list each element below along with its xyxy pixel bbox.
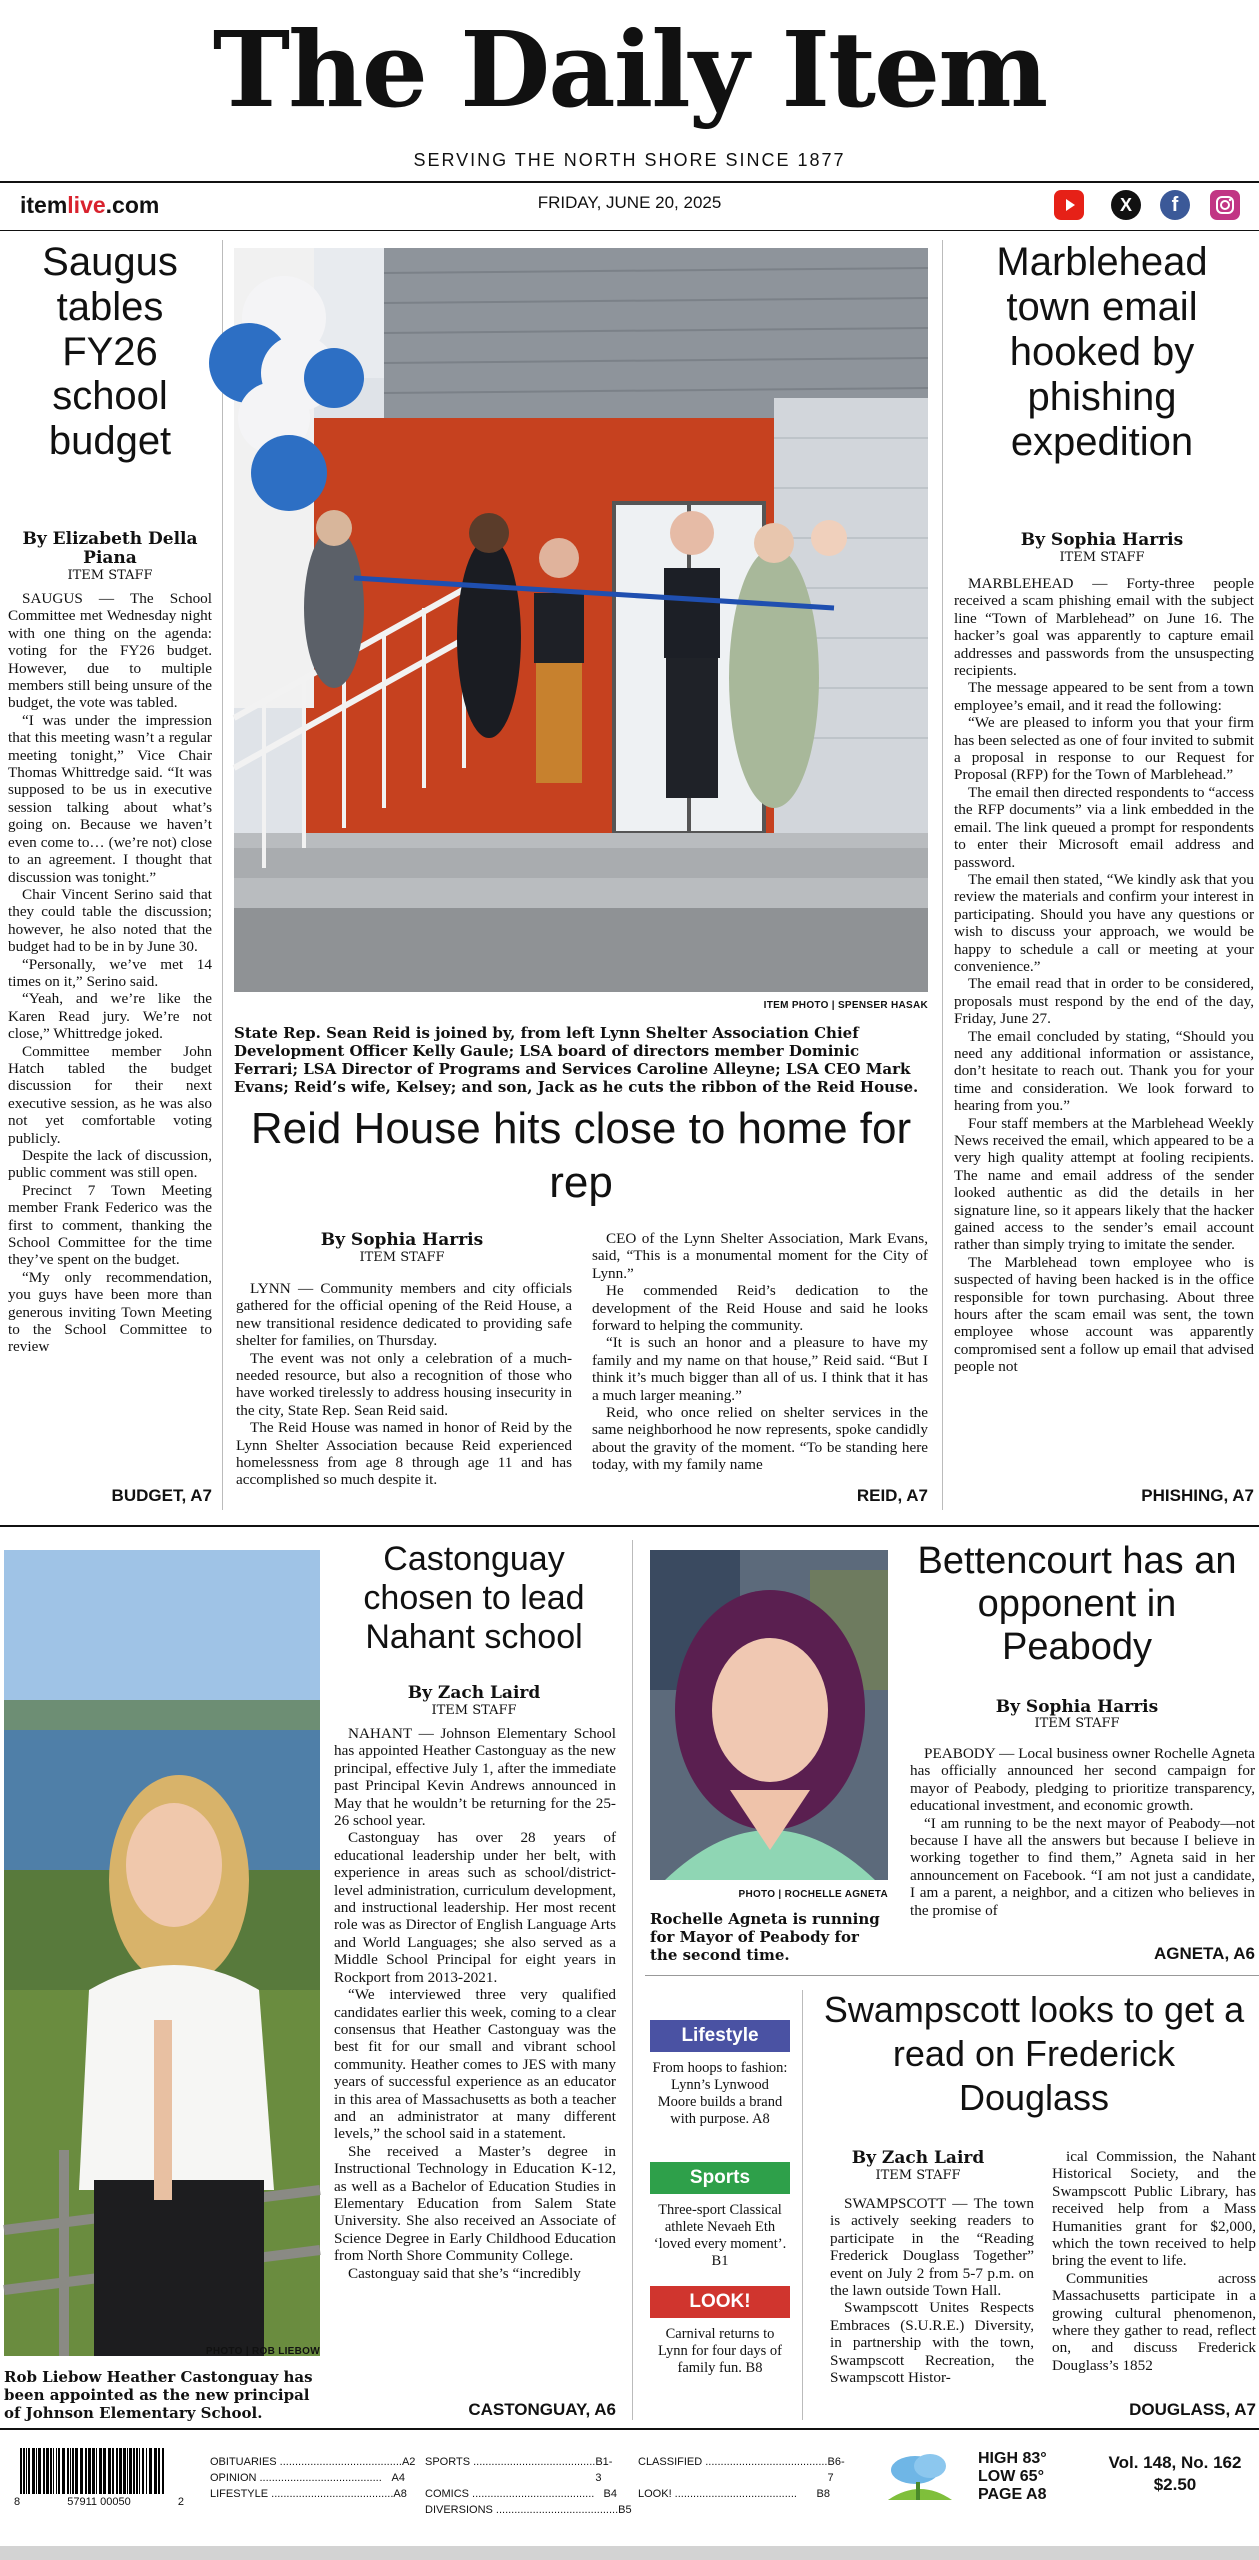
barcode-bar: [85, 2448, 87, 2494]
barcode-bar: [127, 2448, 128, 2494]
saugus-story-body: [8, 590, 212, 1485]
masthead-rule-bottom: [0, 230, 1259, 231]
barcode-bar: [158, 2448, 160, 2494]
saugus-jump[interactable]: BUDGET, A7: [111, 1486, 212, 1505]
castonguay-byline: By Zach Laird: [407, 1683, 541, 1703]
barcode-left-digit: 8: [14, 2496, 21, 2508]
reid-photo-credit: ITEM PHOTO | SPENSER HASAK: [763, 1000, 928, 1011]
story-paragraph: Committee member John Hatch tabled the budget discussion for their next executive session, as he was also not yet comfortable voting publicly.: [8, 1042, 212, 1147]
marblehead-jump[interactable]: PHISHING, A7: [1141, 1486, 1254, 1505]
index-entry[interactable]: [210, 2486, 405, 2502]
masthead-rule-top: [0, 181, 1259, 183]
swampscott-story-col1: [830, 2195, 1034, 2405]
index-page: A2: [401, 2456, 416, 2468]
story-paragraph: She received a Master’s degree in Instructional Technology in Education K-12, as well as a Bachelor of Education Studies in Elementary Education from Salem State University. She also received an Associate of Science Degree in Early Childhood Education from North Shore Community College.: [334, 2142, 616, 2265]
swampscott-headline[interactable]: Swampscott looks to get a read on Frederick Douglass: [823, 1989, 1245, 2118]
column-divider: [802, 1990, 803, 2420]
barcode-bar: [136, 2448, 138, 2494]
barcode: [18, 2448, 168, 2494]
barcode-bar: [23, 2448, 25, 2494]
swampscott-staff: ITEM STAFF: [875, 2168, 961, 2183]
page-bottom-band: [0, 2546, 1259, 2560]
index-section: LOOK! ........................................: [638, 2488, 797, 2500]
peabody-story-body: [910, 1745, 1255, 1937]
marblehead-story-body: [954, 575, 1254, 1485]
story-paragraph: The email then directed respondents to “access the RFP documents” via a link embedded in the email. The link queued a prompt for respondents to enter their Microsoft email address and password.: [954, 783, 1254, 871]
column-divider: [632, 1540, 633, 2420]
story-paragraph: The Marblehead town employee who is suspected of having been hacked is in the office responsible for town purchasing. About three hours after the scam email was sent, the town employee whose account was apparently compromised sent a follow up email that advised people not: [954, 1253, 1254, 1376]
barcode-bar: [162, 2448, 164, 2494]
story-paragraph: SAUGUS — The School Committee met Wednesday night with one thing on the agenda: voting for the FY26 budget. However, due to multiple members still being unsure of the budget, the vote was tabled.: [8, 590, 212, 712]
story-paragraph: “We interviewed three very qualified candidates earlier this week, coming to a clear consensus that Heather Castonguay was the best fit for our small and vibrant school community. Heather comes to JES with many years of successful experience as an educator in this area of Massachusetts as both a teacher and an administrator at many different levels,” the school said in a statement.: [334, 1986, 616, 2143]
facebook-icon[interactable]: f: [1160, 190, 1190, 220]
castonguay-portrait-photo: [4, 1550, 320, 2356]
saugus-headline[interactable]: Saugus tables FY26 school budget: [42, 240, 178, 464]
reid-jump[interactable]: REID, A7: [856, 1486, 928, 1505]
itemlive-logo[interactable]: itemlive.com: [20, 192, 160, 218]
peabody-byline: By Sophia Harris: [995, 1697, 1159, 1717]
barcode-bar: [20, 2448, 22, 2494]
index-entry[interactable]: [638, 2454, 845, 2486]
barcode-bar: [62, 2448, 65, 2494]
reid-photo-caption: State Rep. Sean Reid is joined by, from left Lynn Shelter Association Chief Development Officer Kelly Gaule; LSA board of directors member Dominic Ferrari; LSA Director of Programs and Services Caroline Alleyne; LSA CEO Mark Evans; Reid’s wife, Kelsey; and son, Jack as he cuts the ribbon of the Reid House.: [234, 1024, 919, 1096]
agneta-photo-caption: Rochelle Agneta is running for Mayor of Peabody for the second time.: [650, 1910, 880, 1964]
story-paragraph: Chair Vincent Serino said that they could table the discussion; however, he also noted that the budget had to be in by June 30.: [8, 885, 212, 956]
barcode-bar: [139, 2448, 140, 2494]
index-page: B5: [618, 2504, 632, 2516]
story-paragraph: “We are pleased to inform you that your firm has been selected as one of four invited to submit a proposal in response to our Request for Proposal (RFP) for the Town of Marblehead.”: [954, 714, 1254, 784]
barcode-bar: [56, 2448, 57, 2494]
reid-story-col2: [592, 1230, 928, 1485]
barcode-bar: [50, 2448, 52, 2494]
peabody-headline[interactable]: Bettencourt has an opponent in Peabody: [917, 1540, 1237, 1668]
barcode-bar: [53, 2448, 54, 2494]
story-paragraph: Four staff members at the Marblehead Weekly News received the email, which appeared to be a very high quality attempt at fooling recipients. The name and email address of the sender looked authentic as did the details in her signature line, so it appears likely that the hacker gained access to the sender’s email account rather than simply trying to imitate the sender.: [954, 1114, 1254, 1254]
story-paragraph: Despite the lack of discussion, public comment was still open.: [8, 1147, 212, 1182]
reid-house-ribbon-photo: [234, 248, 928, 992]
story-paragraph: CEO of the Lynn Shelter Association, Mark Evans, said, “This is a monumental moment for the City of Lynn.”: [592, 1230, 928, 1282]
story-paragraph: MARBLEHEAD — Forty-three people received a scam phishing email with the subject line “Town of Marblehead” on June 16. The hacker’s goal was apparently to capture email addresses and passwords from the unsuspecting recipients.: [954, 575, 1254, 680]
story-paragraph: “I was under the impression that this meeting wasn’t a regular meeting tonight,” Vice Chair Thomas Whittredge said. “It was supposed to be us in executive session talking about what’s going on. Because we haven’t even come to… (we’re not) close to an agreement. I thought that discussion was tonight.”: [8, 711, 212, 886]
index-entry[interactable]: [425, 2486, 617, 2502]
index-entry[interactable]: [638, 2486, 830, 2502]
barcode-bar: [154, 2448, 157, 2494]
saugus-staff: ITEM STAFF: [67, 568, 153, 583]
barcode-bar: [80, 2448, 83, 2494]
story-paragraph: The event was not only a celebration of a much-needed resource, but also a recognition of those who have worked tirelessly to address housing insecurity in the city, State Rep. Sean Reid said.: [236, 1349, 572, 1419]
marblehead-byline: By Sophia Harris: [1020, 530, 1184, 550]
sports-teaser-text[interactable]: Three-sport Classical athlete Nevaeh Eth ‘loved every moment’. B1: [653, 2202, 787, 2269]
marblehead-staff: ITEM STAFF: [1059, 550, 1145, 565]
story-paragraph: SWAMPSCOTT — The town is actively seeking readers to participate in the “Reading Frederick Douglass Together” event on July 2 from 5-7 p.m. on the lawn outside Town Hall.: [830, 2195, 1034, 2300]
index-entry[interactable]: [425, 2454, 617, 2486]
reid-byline: By Sophia Harris: [320, 1230, 484, 1250]
index-page: B8: [816, 2488, 830, 2500]
index-column-3: [638, 2454, 845, 2502]
barcode-bar: [36, 2448, 37, 2494]
story-paragraph: Reid, who once relied on shelter services in the same neighborhood he now represents, spoke candidly about the gravity of the moment. “To be standing here today, with my family name: [592, 1404, 928, 1474]
story-paragraph: “Personally, we’ve met 14 times on it,” Serino said.: [8, 955, 212, 990]
story-paragraph: Castonguay said that she’s “incredibly: [348, 2264, 581, 2282]
barcode-bar: [58, 2448, 60, 2494]
castonguay-headline[interactable]: Castonguay chosen to lead Nahant school: [363, 1540, 585, 1656]
swampscott-story-col2: [1052, 2148, 1256, 2388]
story-paragraph: The email read that in order to be considered, proposals must respond by the end of the day, Friday, June 27.: [954, 975, 1254, 1028]
barcode-bar: [116, 2448, 118, 2494]
column-divider: [942, 240, 943, 1510]
barcode-bar: [103, 2448, 106, 2494]
index-page: A4: [391, 2472, 405, 2484]
index-page: A8: [393, 2488, 407, 2500]
story-paragraph: The email concluded by stating, “Should you need any additional information or assistance, don’t hesitate to reach out. Thank you for your time and consideration. We look forward to hearing from you.”: [954, 1027, 1254, 1115]
instagram-icon[interactable]: [1210, 190, 1240, 220]
barcode-bar: [38, 2448, 41, 2494]
column-divider: [222, 240, 223, 1510]
look-teaser-tag[interactable]: LOOK!: [650, 2286, 790, 2318]
barcode-bar: [142, 2448, 144, 2494]
peabody-staff: ITEM STAFF: [1034, 1716, 1120, 1731]
price: $2.50: [1153, 2475, 1197, 2494]
reid-staff: ITEM STAFF: [359, 1250, 445, 1265]
reid-headline[interactable]: Reid House hits close to home for rep: [250, 1104, 912, 1207]
index-section: COMICS ........................................: [425, 2488, 595, 2500]
index-entry[interactable]: [210, 2454, 416, 2470]
index-column-2: [425, 2454, 632, 2518]
swampscott-jump[interactable]: DOUGLASS, A7: [1129, 2400, 1256, 2419]
edition-date: FRIDAY, JUNE 20, 2025: [537, 193, 722, 212]
index-page: B6-7: [827, 2456, 845, 2484]
story-paragraph: The message appeared to be sent from a town employee’s email, and it read the following:: [954, 679, 1254, 714]
barcode-bar: [129, 2448, 132, 2494]
agneta-photo-credit: PHOTO | ROCHELLE AGNETA: [738, 1889, 888, 1900]
section-rule: [0, 1525, 1259, 1527]
barcode-bar: [32, 2448, 35, 2494]
youtube-icon[interactable]: [1054, 190, 1084, 220]
castonguay-story-body: [334, 1725, 616, 2360]
barcode-bar: [28, 2448, 30, 2494]
barcode-bar: [112, 2448, 114, 2494]
lifestyle-teaser-text[interactable]: From hoops to fashion: Lynn’s Lynwood Moore builds a brand with purpose. A8: [652, 2060, 788, 2127]
castonguay-photo-caption: Rob Liebow Heather Castonguay has been appointed as the new principal of Johnson Elementary School.: [4, 2368, 313, 2422]
story-paragraph: He commended Reid’s dedication to the development of the Reid House and said he looks forward to helping the community.: [592, 1282, 928, 1335]
footer-rule: [0, 2428, 1259, 2430]
barcode-bar: [72, 2448, 74, 2494]
castonguay-jump[interactable]: CASTONGUAY, A6: [468, 2400, 616, 2419]
weather-box[interactable]: [978, 2450, 1058, 2504]
index-entry[interactable]: [210, 2470, 405, 2486]
story-paragraph: ical Commission, the Nahant Historical Society, and the Swampscott Public Library, has received help from a Mass Humanities grant for $2,000, which the town received to help bring the event to life.: [1052, 2148, 1256, 2270]
castonguay-photo-credit: PHOTO | ROB LIEBOW: [205, 2346, 320, 2357]
index-page: B1-3: [595, 2456, 613, 2484]
index-section: OBITUARIES ........................................: [210, 2456, 402, 2468]
index-entry[interactable]: [425, 2502, 632, 2518]
index-section: OPINION ........................................: [210, 2472, 382, 2484]
barcode-digits: [14, 2496, 184, 2508]
barcode-right-digit: 2: [177, 2496, 184, 2508]
story-paragraph: NAHANT — Johnson Elementary School has appointed Heather Castonguay as the new principal, effective July 1, after the immediate past Principal Kevin Andrews announced in May that he wouldn’t be returning for the 25-26 school year.: [334, 1725, 616, 1830]
weather-icon: [880, 2448, 960, 2508]
look-teaser-text[interactable]: Carnival returns to Lynn for four days of family fun. B8: [657, 2326, 783, 2376]
story-paragraph: Communities across Massachusetts participate in a growing cultural phenomenon, where they gather to read, reflect on, and discuss Frederick Douglass’s 1852: [1052, 2269, 1256, 2374]
barcode-bar: [96, 2448, 97, 2494]
weather-low: LOW 65°: [978, 2468, 1044, 2485]
section-divider: [645, 1975, 1259, 1976]
story-paragraph: “Yeah, and we’re like the Karen Read jury. We’re not close,” Whittredge joked.: [8, 990, 212, 1043]
barcode-bar: [26, 2448, 27, 2494]
weather-high: HIGH 83°: [978, 2450, 1047, 2467]
barcode-bar: [149, 2448, 152, 2494]
barcode-mid-digits: 57911 00050: [67, 2496, 131, 2508]
marblehead-headline[interactable]: Marblehead town email hooked by phishing expedition: [996, 240, 1208, 464]
index-section: SPORTS ........................................: [425, 2456, 596, 2468]
peabody-jump[interactable]: AGNETA, A6: [1153, 1944, 1255, 1963]
story-paragraph: “It is such an honor and a pleasure to have my family and my name on that house,” Reid said. “But I think it’s much bigger than all of us. I think that it has a much larger meaning.”: [592, 1334, 928, 1404]
masthead-tagline: SERVING THE NORTH SHORE SINCE 1877: [413, 150, 846, 170]
index-page: B4: [603, 2488, 617, 2500]
barcode-bar: [123, 2448, 126, 2494]
barcode-bar: [43, 2448, 45, 2494]
reid-story-col1: [236, 1280, 572, 1510]
barcode-bar: [70, 2448, 71, 2494]
barcode-bar: [133, 2448, 135, 2494]
sports-teaser-tag[interactable]: Sports: [650, 2162, 790, 2194]
story-paragraph: “I am running to be the next mayor of Peabody—not because I have all the answers but because I believe in working together to find them,” Agneta said in her announcement on Facebook. “I am not just a candidate, I am a parent, a neighbor, and a citizen who believes in the promise of: [910, 1814, 1255, 1919]
saugus-byline: By Elizabeth Della Piana: [22, 529, 198, 568]
story-paragraph: The email then stated, “We kindly ask that you review the materials and confirm your interest in participating. Should you have any questions or wish to discuss your approach, we would be happy to schedule a call or meeting at your convenience.”: [954, 870, 1254, 975]
volume-number: Vol. 148, No. 162: [1108, 2453, 1242, 2472]
lifestyle-teaser-tag[interactable]: Lifestyle: [650, 2020, 790, 2052]
weather-page: PAGE A8: [978, 2486, 1047, 2503]
barcode-bar: [88, 2448, 91, 2494]
barcode-bar: [75, 2448, 78, 2494]
index-section: LIFESTYLE ........................................: [210, 2488, 394, 2500]
masthead-title[interactable]: The Daily Item: [212, 8, 1047, 131]
barcode-bar: [119, 2448, 122, 2494]
castonguay-staff: ITEM STAFF: [431, 1703, 517, 1718]
story-paragraph: “My only recommendation, you guys have been more than generous inviting Town Meeting to the School Committee to review: [8, 1268, 212, 1356]
barcode-bar: [108, 2448, 111, 2494]
story-paragraph: Precinct 7 Town Meeting member Frank Federico was the first to comment, thanking the School Committee for the time they’ve spent on the budget.: [8, 1181, 212, 1269]
barcode-bar: [46, 2448, 49, 2494]
story-paragraph: The Reid House was named in honor of Reid by the Lynn Shelter Association because Reid experienced homelessness from age 8 through age 11 and has accomplished so much despite it.: [236, 1419, 572, 1489]
story-paragraph: LYNN — Community members and city officials gathered for the official opening of the Reid House, a new transitional residence dedicated to providing safe shelter for families, on Thursday.: [236, 1280, 572, 1350]
agneta-portrait-photo: [650, 1550, 888, 1880]
issue-info: [1100, 2452, 1250, 2496]
x-icon[interactable]: X: [1111, 190, 1141, 220]
barcode-bar: [99, 2448, 102, 2494]
index-section: DIVERSIONS ........................................: [425, 2504, 619, 2516]
story-paragraph: PEABODY — Local business owner Rochelle Agneta has officially announced her second campaign for mayor of Peabody, pledging to prioritize transparency, educational investment, and economic growth.: [910, 1745, 1255, 1815]
story-paragraph: Castonguay has over 28 years of educational leadership under her belt, with experience in areas such as school/district-level administration, curriculum development, and instructional leadership. Her most recent role was as Director of English Language Arts and World Languages; she also served as a Middle School Principal for eight years in Rockport from 2013-2021.: [334, 1829, 616, 1986]
barcode-bar: [146, 2448, 147, 2494]
swampscott-byline: By Zach Laird: [851, 2148, 985, 2168]
index-section: CLASSIFIED ........................................: [638, 2456, 828, 2468]
story-paragraph: Swampscott Unites Respects Embraces (S.U.R.E.) Diversity, in partnership with the town, Swampscott Recreation, the Swampscott Histor-: [830, 2299, 1034, 2387]
barcode-bar: [67, 2448, 69, 2494]
barcode-bar: [92, 2448, 95, 2494]
index-column-1: [210, 2454, 416, 2502]
